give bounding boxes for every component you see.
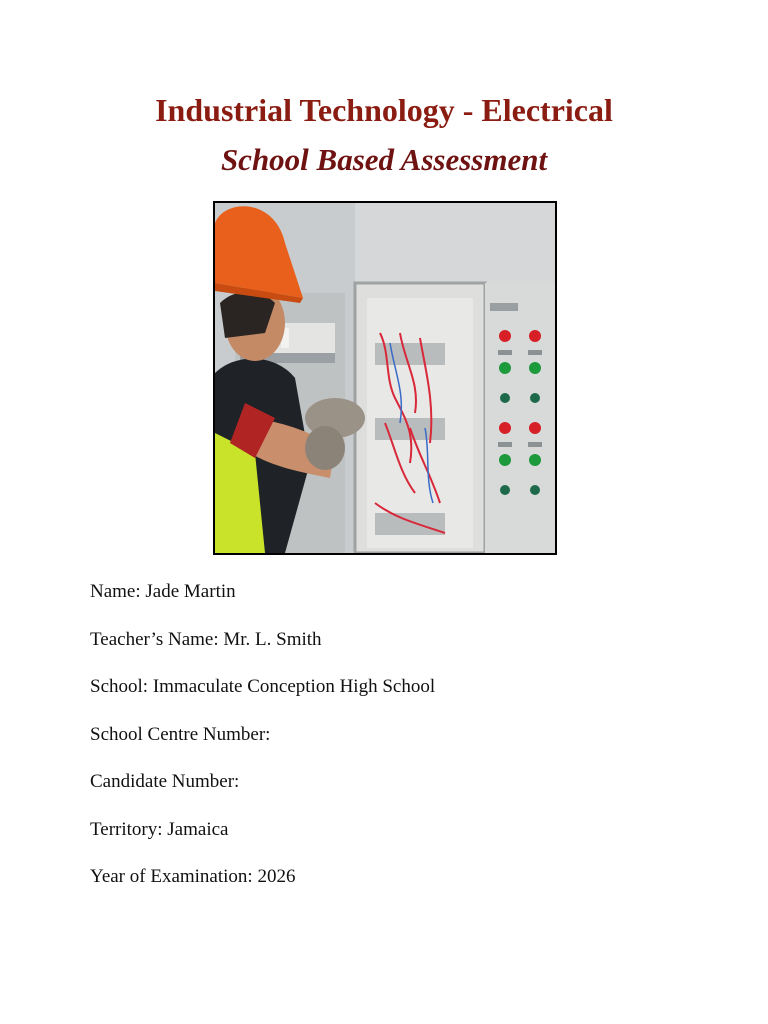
- school-centre-number-field: [90, 723, 435, 771]
- candidate-number-field: [90, 770, 435, 818]
- field-label: Name:: [90, 581, 141, 602]
- field-label: School:: [90, 676, 149, 697]
- field-label: Candidate Number:: [90, 771, 240, 792]
- electrician-at-control-panel-photo: [215, 203, 555, 553]
- document-subtitle: School Based Assessment: [220, 142, 548, 177]
- field-label: Year of Examination:: [90, 866, 253, 887]
- year-of-examination-field: [90, 865, 435, 913]
- name-field: [90, 580, 435, 628]
- candidate-details: [90, 580, 435, 913]
- teacher-name-field: [90, 628, 435, 676]
- field-value: Mr. L. Smith: [223, 628, 322, 650]
- field-value: Jamaica: [167, 818, 229, 840]
- field-value: Immaculate Conception High School: [152, 676, 436, 697]
- field-label: Territory:: [90, 818, 163, 840]
- document-title: Industrial Technology - Electrical: [155, 92, 613, 128]
- field-label: School Centre Number:: [90, 723, 271, 745]
- cover-photo: [213, 201, 557, 555]
- field-label: Teacher’s Name:: [90, 628, 219, 650]
- field-value: Jade Martin: [145, 581, 236, 602]
- territory-field: [90, 818, 435, 866]
- field-value: 2026: [257, 866, 296, 887]
- school-field: [90, 675, 435, 723]
